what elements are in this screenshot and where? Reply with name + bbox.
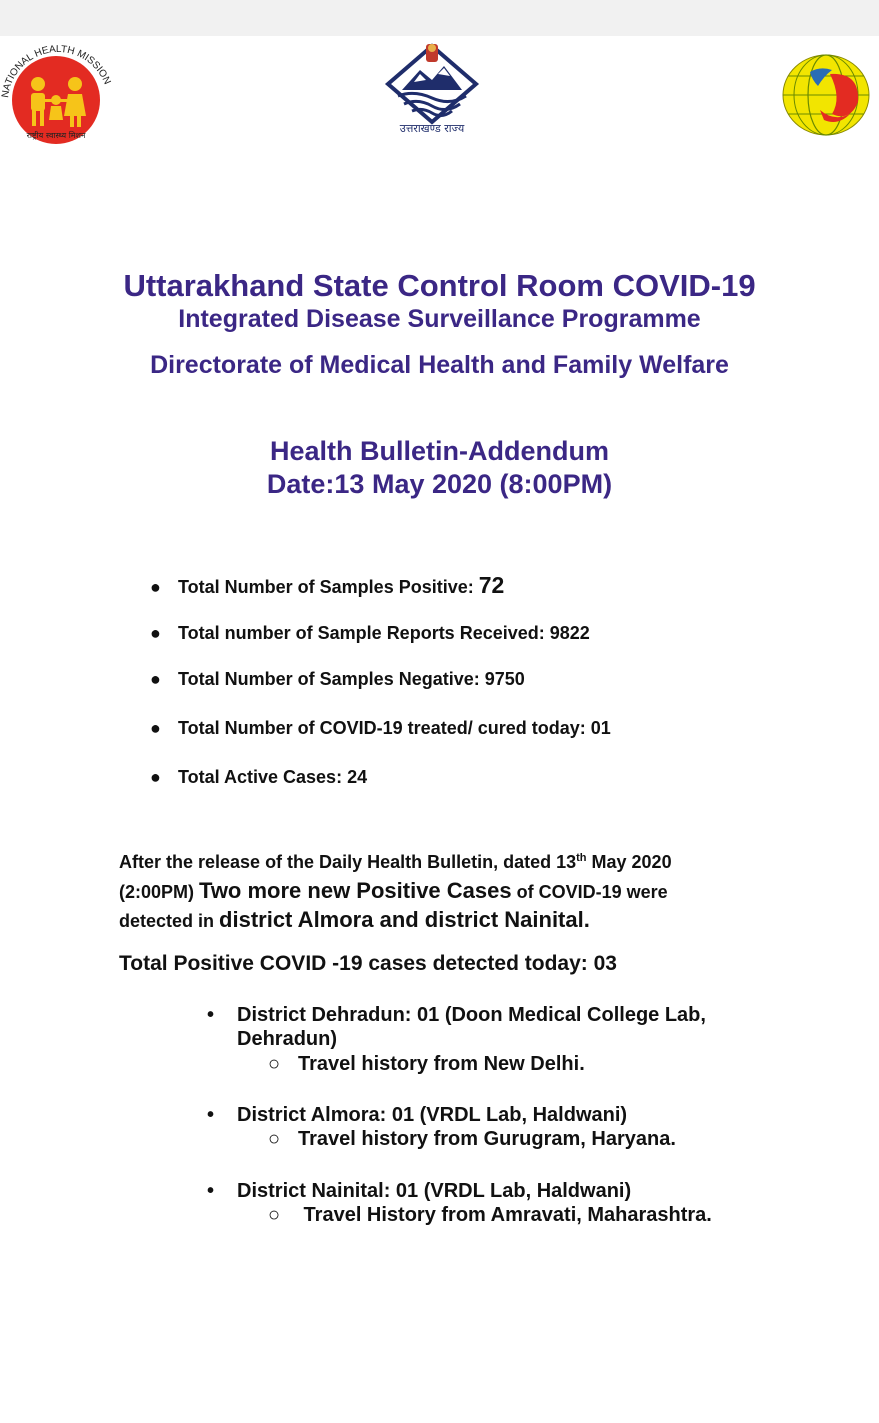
page-title: Uttarakhand State Control Room COVID-19	[123, 268, 756, 303]
paragraph-text: detected in	[119, 911, 220, 931]
travel-history-almora	[268, 1128, 676, 1151]
district-label-continued: Dehradun)	[237, 1028, 337, 1050]
district-label: District Almora: 01 (VRDL Lab, Haldwani)	[237, 1104, 628, 1126]
bullet-icon: ●	[150, 669, 161, 689]
travel-history-dehradun	[268, 1053, 585, 1076]
bullet-icon: ●	[150, 718, 161, 738]
stat-active-cases	[150, 767, 367, 788]
paragraph-text: May 2020	[586, 852, 672, 872]
stat-value: 9750	[484, 669, 525, 689]
stat-reports-received	[150, 623, 590, 644]
bullet-icon: ●	[150, 623, 161, 643]
stat-value: 01	[590, 718, 611, 738]
district-item-nainital	[207, 1179, 631, 1204]
paragraph-text: of COVID-19 were	[511, 881, 668, 902]
stat-label: Total Number of Samples Positive:	[178, 577, 479, 597]
bulletin-date: Date:13 May 2020 (8:00PM)	[266, 469, 613, 499]
circle-bullet-icon: ○	[268, 1128, 281, 1150]
bullet-icon: ●	[150, 767, 161, 787]
total-positive-today: Total Positive COVID -19 cases detected today: 03	[119, 952, 617, 975]
uk-logo-text: उत्तराखण्ड राज्य	[399, 122, 465, 135]
paragraph-emphasis: district Almora and district Nainital.	[219, 907, 590, 932]
bullet-icon: •	[207, 1104, 215, 1126]
stat-label: Total Number of Samples Negative:	[178, 669, 485, 689]
bullet-icon: ●	[150, 577, 161, 597]
paragraph-text: (2:00PM)	[119, 881, 200, 902]
travel-text: Travel History from Amravati, Maharashtra.	[298, 1204, 712, 1226]
district-item-almora	[207, 1103, 627, 1128]
paragraph-superscript: th	[576, 852, 587, 864]
stat-cured-today	[150, 718, 611, 739]
travel-history-nainital	[268, 1204, 712, 1227]
stat-label: Total Number of COVID-19 treated/ cured today:	[178, 718, 591, 738]
stat-label: Total Active Cases:	[178, 767, 348, 787]
release-paragraph	[119, 845, 819, 936]
bullet-icon: •	[207, 1004, 215, 1026]
programme-subtitle: Integrated Disease Surveillance Programme	[178, 305, 701, 333]
stat-label: Total number of Sample Reports Received:	[178, 623, 550, 643]
stat-value: 24	[347, 767, 368, 787]
national-health-mission-logo	[0, 44, 116, 144]
stat-value: 9822	[549, 623, 590, 643]
uttarakhand-state-logo	[384, 40, 480, 136]
district-label: District Dehradun: 01 (Doon Medical College Lab,	[237, 1004, 706, 1026]
nhm-hindi-text: राष्ट्रीय स्वास्थ्य मिशन	[26, 131, 86, 140]
circle-bullet-icon: ○	[268, 1053, 281, 1075]
directorate-subtitle: Directorate of Medical Health and Family Welfare	[150, 351, 729, 379]
globe-logo	[780, 52, 872, 138]
top-bar	[0, 0, 879, 36]
bullet-icon: •	[207, 1180, 215, 1202]
district-item-dehradun	[207, 1003, 706, 1028]
district-label: District Nainital: 01 (VRDL Lab, Haldwani)	[237, 1180, 632, 1202]
bulletin-heading: Health Bulletin-Addendum	[270, 436, 609, 466]
paragraph-text: After the release of the Daily Health Bulletin, dated 13	[119, 852, 577, 872]
circle-bullet-icon: ○	[268, 1204, 281, 1226]
stat-samples-positive	[150, 572, 504, 599]
stat-samples-negative	[150, 669, 525, 690]
travel-text: Travel history from New Delhi.	[298, 1053, 585, 1075]
travel-text: Travel history from Gurugram, Haryana.	[298, 1128, 676, 1150]
stat-value: 72	[478, 572, 505, 598]
paragraph-emphasis: Two more new Positive Cases	[199, 877, 512, 903]
nhm-arc-text: NATIONAL HEALTH MISSION	[0, 44, 113, 99]
